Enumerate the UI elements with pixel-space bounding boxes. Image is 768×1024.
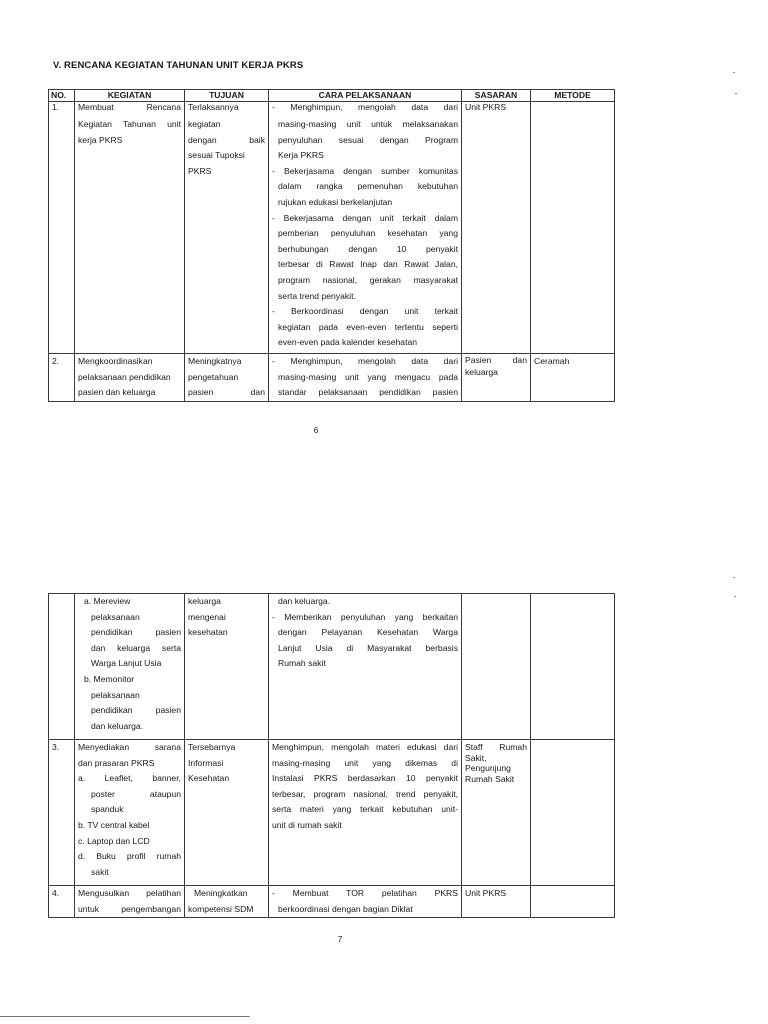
tujuan-cell — [185, 594, 269, 740]
cell-line: spanduk — [91, 804, 124, 815]
cell-line: dan keluarga. — [278, 596, 331, 606]
table-header-row — [49, 90, 615, 102]
cell-line: masing-masing unit yang dikemas di — [272, 757, 458, 768]
tujuan-cell — [185, 886, 269, 918]
sasaran-cell: Unit PKRS — [462, 102, 531, 354]
table-row — [49, 594, 615, 740]
cell-line: Staff Rumah — [465, 742, 527, 752]
col-header-cara: CARA PELAKSANAAN — [269, 90, 462, 102]
cell-line: Meningkatnya — [188, 356, 242, 366]
page-number: 7 — [337, 934, 343, 944]
cell-line: b. Memonitor — [84, 673, 135, 684]
cell-line: berhubungan dengan 10 penyakit — [278, 243, 458, 254]
cell-line: dengan baik — [188, 134, 265, 145]
metode-cell — [531, 740, 615, 886]
cell-line: - Membuat TOR pelatihan PKRS — [272, 888, 458, 898]
cell-line: pendidikan pasien — [91, 627, 181, 638]
cell-line: dengan Pelayanan Kesehatan Warga — [278, 627, 458, 638]
table-row — [49, 102, 615, 354]
cell-line: rujukan edukasi berkelanjutan — [278, 196, 393, 207]
cell-line: Lanjut Usia di Masyarakat berbasis — [278, 642, 458, 653]
cell-line: penyuluhan sesuai dengan Program — [278, 134, 458, 145]
footer-rule — [0, 1016, 250, 1017]
sasaran-cell — [462, 354, 531, 402]
cell-line: masing-masing unit yang mengacu pada — [278, 371, 458, 382]
table-row — [49, 354, 615, 402]
cell-line: pemberian penyuluhan kesehatan yang — [278, 228, 458, 239]
cell-line: - Bekerjasama dengan unit terkait dalam — [272, 212, 458, 223]
cell-line: kesehatan — [188, 627, 228, 638]
cell-line: pasien dan — [188, 387, 265, 398]
cell-line: Instalasi PKRS berdasarkan 10 penyakit — [272, 773, 458, 784]
cell-line: b. TV central kabel — [78, 819, 150, 830]
cell-line: dan prasaran PKRS — [78, 757, 155, 768]
activity-plan-table-page-6 — [48, 89, 615, 402]
kegiatan-cell — [75, 102, 185, 354]
cell-line: kompetensi SDM — [188, 903, 254, 914]
kegiatan-cell — [75, 594, 185, 740]
cell-line: pelaksanaan — [91, 689, 140, 700]
table-row — [49, 740, 615, 886]
cara-pelaksanaan-cell — [269, 886, 462, 918]
cell-line: mengenai — [188, 611, 226, 622]
cell-line: Menghimpun, mengolah materi edukasi dari — [272, 742, 458, 752]
cell-line: Meningkatkan — [194, 888, 248, 898]
cell-line: kegiatan pada even-even tertentu seperti — [278, 321, 458, 332]
activity-plan-table-page-7 — [48, 593, 615, 918]
scan-speck — [734, 596, 736, 597]
row-number: 4. — [49, 886, 75, 918]
metode-cell — [531, 102, 615, 354]
cell-line: Tersebarnya — [188, 742, 236, 752]
cell-line: Sakit, — [465, 752, 487, 763]
section-heading: V. RENCANA KEGIATAN TAHUNAN UNIT KERJA PKRS — [53, 60, 304, 71]
cara-pelaksanaan-cell — [269, 740, 462, 886]
row-number: 1. — [49, 102, 75, 354]
cell-line: pendidikan pasien — [91, 705, 181, 716]
tujuan-cell — [185, 354, 269, 402]
cell-line: a. Leaflet, banner, — [78, 773, 181, 784]
cell-line: dan keluarga serta — [91, 642, 181, 653]
scan-speck — [733, 72, 735, 73]
cell-line: Kesehatan — [188, 773, 230, 784]
cell-line: d. Buku profil rumah — [78, 851, 181, 862]
scan-speck — [735, 93, 737, 94]
scan-speck — [733, 577, 735, 578]
cell-line: terbesar, program nasional, trend penyakit, — [272, 788, 458, 799]
cell-line: PKRS — [188, 165, 212, 176]
cell-line: dan keluarga. — [91, 720, 144, 731]
col-header-no: NO. — [49, 90, 75, 102]
cell-line: program nasional, gerakan masyarakat — [278, 274, 458, 285]
sasaran-cell — [462, 740, 531, 886]
cell-line: standar pelaksanaan pendidikan pasien — [278, 387, 458, 398]
cell-line: untuk pengembangan — [78, 903, 181, 914]
cell-line: - Memberikan penyuluhan yang berkaitan — [272, 611, 458, 622]
cara-pelaksanaan-cell — [269, 594, 462, 740]
cell-line: dalam rangka pemenuhan kebutuhan — [278, 181, 458, 192]
cell-line: pelaksanaan pendidikan — [78, 371, 171, 382]
cell-line: kerja PKRS — [78, 134, 123, 145]
cell-line: unit di rumah sakit — [272, 819, 342, 830]
cell-line: keluarga — [465, 367, 498, 377]
kegiatan-cell — [75, 740, 185, 886]
cell-line: Rumah sakit — [278, 658, 326, 669]
cell-line: Informasi — [188, 757, 224, 768]
cell-line: masing-masing unit untuk melaksanakan — [278, 119, 458, 129]
cell-line: even-even pada kalender kesehatan — [278, 337, 418, 348]
tujuan-cell — [185, 102, 269, 354]
cell-line: Terlaksannya — [188, 102, 239, 112]
cell-line: c. Laptop dan LCD — [78, 835, 150, 846]
cell-line: Pasien dan — [465, 355, 527, 365]
cell-line: keluarga — [188, 596, 221, 606]
cell-line: serta trend penyakit. — [278, 290, 356, 301]
sasaran-cell — [462, 594, 531, 740]
cell-line: Rumah Sakit — [465, 773, 515, 784]
kegiatan-cell — [75, 354, 185, 402]
cell-line: sakit — [91, 866, 109, 877]
row-number — [49, 594, 75, 740]
col-header-tujuan: TUJUAN — [185, 90, 269, 102]
cell-line: berkoordinasi dengan bagian Diklat — [278, 903, 413, 914]
cell-line: - Menghimpun, mengolah data dari — [272, 356, 458, 366]
cell-line: - Menghimpun, mengolah data dari — [272, 102, 458, 112]
cell-line: Kegiatan Tahunan unit — [78, 119, 181, 129]
page-number: 6 — [313, 425, 319, 435]
cell-line: - Berkoordinasi dengan unit terkait — [272, 306, 458, 317]
metode-cell — [531, 594, 615, 740]
metode-cell — [531, 886, 615, 918]
cell-line: sesuai Tupoksi — [188, 150, 245, 161]
cara-pelaksanaan-cell — [269, 102, 462, 354]
kegiatan-cell — [75, 886, 185, 918]
cell-line: Membuat Rencana — [78, 102, 181, 112]
metode-cell: Ceramah — [531, 354, 615, 402]
col-header-kegiatan: KEGIATAN — [75, 90, 185, 102]
cell-line: kegiatan — [188, 119, 221, 129]
cell-line: terbesar di Rawat Inap dan Rawat Jalan, — [278, 259, 458, 270]
cell-line: Mengkoordinasikan — [78, 356, 153, 366]
cara-pelaksanaan-cell — [269, 354, 462, 402]
row-number: 3. — [49, 740, 75, 886]
cell-line: poster ataupun — [91, 788, 181, 799]
col-header-sasaran: SASARAN — [462, 90, 531, 102]
tujuan-cell — [185, 740, 269, 886]
col-header-metode: METODE — [531, 90, 615, 102]
cell-line: pengetahuan — [188, 371, 239, 382]
table-row — [49, 886, 615, 918]
cell-line: Pengunjung — [465, 763, 511, 773]
cell-line: a. Mereview — [84, 596, 131, 606]
cell-line: Warga Lanjut Usia — [91, 658, 162, 669]
cell-line: Mengusulkan pelatihan — [78, 888, 181, 898]
cell-line: - Bekerjasama dengan sumber komunitas — [272, 165, 458, 176]
cell-line: Menyediakan sarana — [78, 742, 181, 752]
cell-line: pelaksanaan — [91, 611, 140, 622]
cell-line: serta materi yang terkait kebutuhan unit- — [272, 804, 458, 815]
sasaran-cell: Unit PKRS — [462, 886, 531, 918]
row-number: 2. — [49, 354, 75, 402]
cell-line: pasien dan keluarga — [78, 387, 156, 398]
cell-line: Kerja PKRS — [278, 150, 324, 161]
